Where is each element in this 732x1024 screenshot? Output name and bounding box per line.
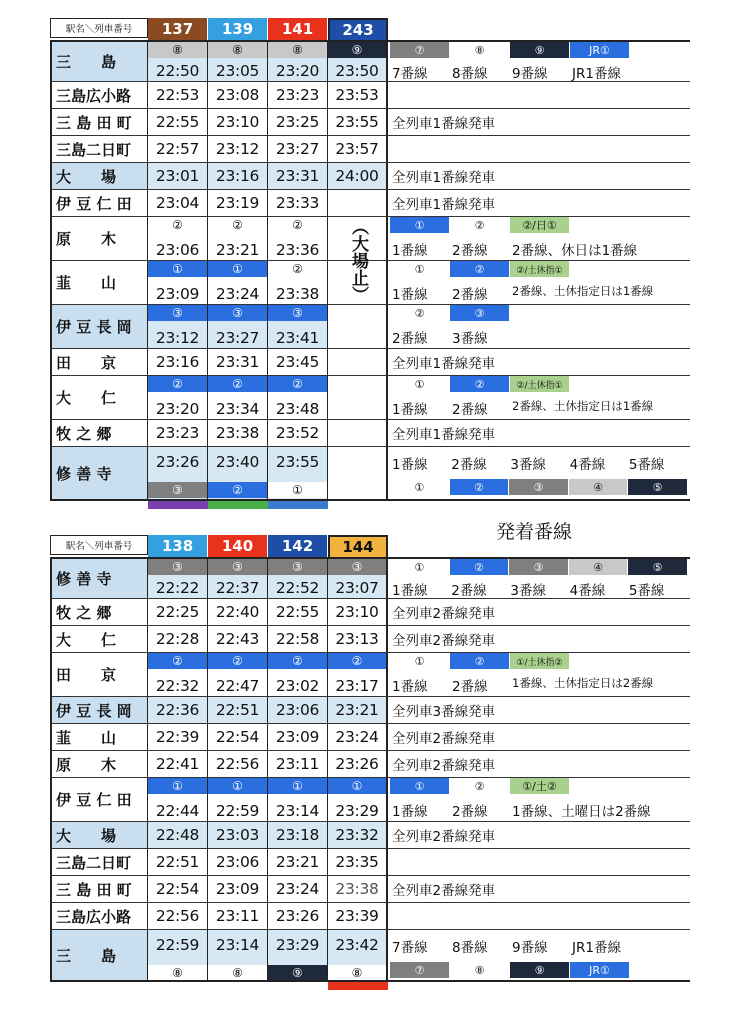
station-name: 修 善 寺 [50, 559, 148, 598]
train-number-141: 141 [268, 18, 328, 40]
platform-note: 全列車1番線発車 [392, 356, 496, 372]
platform-note: 全列車2番線発車 [392, 633, 496, 649]
station-row: 伊 豆 長 岡 ③ 23:12 ③ 23:27 ③ 23:41 ② ③ 2番線 3番線 [50, 305, 690, 349]
terminate-note: （大場止） [348, 218, 368, 303]
station-name: 三 島 田 町 [50, 109, 148, 135]
station-name: 大 場 [50, 822, 148, 848]
station-row: 牧 之 郷 22:25 22:40 22:55 23:10 全列車2番線発車 [50, 599, 690, 626]
station-name: 三島二日町 [50, 849, 148, 875]
station-row: 三島二日町 22:51 23:06 23:21 23:35 [50, 849, 690, 876]
station-name: 修 善 寺 [50, 447, 148, 499]
train-number-139: 139 [208, 18, 268, 40]
station-row: 伊 豆 長 岡 22:36 22:51 23:06 23:21 全列車3番線発車 [50, 697, 690, 724]
station-row: 三 島 田 町 22:54 23:09 23:24 23:38 全列車2番線発車 [50, 876, 690, 903]
platform-note: 全列車3番線発車 [392, 704, 496, 720]
platform-note: 7番線 8番線 9番線 JR1番線 ⑦ ⑧ ⑨ JR① [388, 930, 688, 980]
platform-note: ② ③ 2番線 3番線 [388, 305, 688, 348]
station-row: 韮 山 22:39 22:54 23:09 23:24 全列車2番線発車 [50, 724, 690, 751]
header-label: 駅名＼列車番号 [50, 535, 148, 555]
station-name: 伊 豆 長 岡 [50, 305, 148, 348]
station-name: 韮 山 [50, 724, 148, 750]
train-number-144: 144 [328, 535, 388, 557]
page-title: 発着番線 [496, 521, 573, 543]
station-name: 伊 豆 長 岡 [50, 697, 148, 723]
platform-note: ⑦ ⑧ ⑨ JR① 7番線 8番線 9番線 JR1番線 [388, 42, 688, 81]
station-name: 大 仁 [50, 376, 148, 419]
timetable-2 [50, 535, 690, 992]
station-name: 韮 山 [50, 261, 148, 304]
station-name: 三 島 [50, 930, 148, 980]
platform-note: 1番線 2番線 3番線 4番線 5番線 ① ② ③ ④ ⑤ [388, 447, 688, 499]
station-name: 三 島 田 町 [50, 876, 148, 902]
station-row: 大 場 22:48 23:03 23:18 23:32 全列車2番線発車 [50, 822, 690, 849]
train-number-243: 243 [328, 18, 388, 40]
platform-note: ① ② ②/土休指① 1番線 2番線 2番線、土休指定日は1番線 [392, 377, 654, 418]
platform-note: ① ② ①/土② 1番線 2番線 1番線、土曜日は2番線 [392, 779, 651, 820]
station-row: 大 仁 ② 23:20 ② 23:34 ② 23:48 ① ② ②/土休指① 1番線 2番線 2番線、土休指定日は1番線 [50, 376, 690, 420]
train-number-142: 142 [268, 535, 328, 557]
station-name: 田 京 [50, 653, 148, 696]
platform-note: 全列車2番線発車 [392, 758, 496, 774]
time-cell: ⑧ 23:20 [268, 42, 328, 81]
station-row: 三 島 22:59 ⑧ 23:14 ⑧ 23:29 ⑨ 23:42 ⑧ 7番線 8番線 9番線 JR1番線 ⑦ ⑧ ⑨ JR① [50, 930, 690, 982]
platform-note: ① ② ②/土休指① 1番線 2番線 2番線、土休指定日は1番線 [392, 262, 654, 303]
station-row: 修 善 寺 ③ 22:22 ③ 22:37 ③ 22:52 ③ 23:07 ① ② ③ ④ ⑤ 1番線 2番線 3番線 4番線 5番線 [50, 557, 690, 599]
station-name: 伊 豆 仁 田 [50, 778, 148, 821]
time-cell: ⑧ 23:05 [208, 42, 268, 81]
timetable-1 [50, 18, 690, 511]
platform-note: 全列車1番線発車 [392, 116, 496, 132]
station-row: 原 木 ② 23:06 ② 23:21 ② 23:36 ① ② ②/日① 1番線 2番線 2番線、休日は1番線 [50, 217, 690, 261]
platform-note: 全列車1番線発車 [392, 197, 496, 213]
platform-note: 全列車2番線発車 [392, 829, 496, 845]
station-row: 大 仁 22:28 22:43 22:58 23:13 全列車2番線発車 [50, 626, 690, 653]
header-row [50, 18, 690, 40]
station-name: 原 木 [50, 751, 148, 777]
station-row: 韮 山 ① 23:09 ① 23:24 ② 23:38 ① ② ②/土休指① 1番線 2番線 2番線、土休指定日は1番線 [50, 261, 690, 305]
station-name: 三島二日町 [50, 136, 148, 162]
time-cell: ⑨ 23:50 [328, 42, 388, 81]
station-row: 牧 之 郷 23:23 23:38 23:52 全列車1番線発車 [50, 420, 690, 447]
station-name: 原 木 [50, 217, 148, 260]
station-name: 三 島 [50, 42, 148, 81]
time-cell: ⑧ 22:50 [148, 42, 208, 81]
station-row: 田 京 23:16 23:31 23:45 全列車1番線発車 [50, 349, 690, 376]
train-number-138: 138 [148, 535, 208, 557]
station-row: 大 場 23:01 23:16 23:31 24:00 全列車1番線発車 [50, 163, 690, 190]
station-name: 田 京 [50, 349, 148, 375]
platform-note: 全列車2番線発車 [392, 883, 496, 899]
train-number-137: 137 [148, 18, 208, 40]
station-row: 伊 豆 仁 田 ① 22:44 ① 22:59 ① 23:14 ① 23:29 ① ② ①/土② 1番線 2番線 1番線、土曜日は2番線 [50, 778, 690, 822]
platform-note: ① ② ①/土休指② 1番線 2番線 1番線、土休指定日は2番線 [392, 654, 654, 695]
platform-note: 全列車1番線発車 [392, 170, 496, 186]
header-label: 駅名＼列車番号 [50, 18, 148, 38]
station-row: 三島二日町 22:57 23:12 23:27 23:57 [50, 136, 690, 163]
station-row [50, 40, 690, 82]
station-row: 伊 豆 仁 田 23:04 23:19 23:33 全列車1番線発車 [50, 190, 690, 217]
station-row: 三島広小路 22:56 23:11 23:26 23:39 [50, 903, 690, 930]
train-number-140: 140 [208, 535, 268, 557]
header-row [50, 535, 690, 557]
station-row: 三島広小路 22:53 23:08 23:23 23:53 [50, 82, 690, 109]
station-name: 三島広小路 [50, 82, 148, 108]
station-name: 大 仁 [50, 626, 148, 652]
platform-note: ① ② ③ ④ ⑤ 1番線 2番線 3番線 4番線 5番線 [388, 559, 688, 598]
platform-note: 全列車2番線発車 [392, 731, 496, 747]
station-name: 牧 之 郷 [50, 599, 148, 625]
platform-note: 全列車2番線発車 [392, 606, 496, 622]
station-row: 修 善 寺 23:26 ③ 23:40 ② 23:55 ① 1番線 2番線 3番線 4番線 5番線 ① ② ③ ④ ⑤ [50, 447, 690, 501]
station-name: 伊 豆 仁 田 [50, 190, 148, 216]
platform-note: 全列車1番線発車 [392, 427, 496, 443]
station-row: 田 京 ② 22:32 ② 22:47 ② 23:02 ② 23:17 ① ② ①/土休指② 1番線 2番線 1番線、土休指定日は2番線 [50, 653, 690, 697]
station-name: 牧 之 郷 [50, 420, 148, 446]
station-row: 三 島 田 町 22:55 23:10 23:25 23:55 全列車1番線発車 [50, 109, 690, 136]
station-name: 三島広小路 [50, 903, 148, 929]
station-row: 原 木 22:41 22:56 23:11 23:26 全列車2番線発車 [50, 751, 690, 778]
station-name: 大 場 [50, 163, 148, 189]
platform-note: ① ② ②/日① 1番線 2番線 2番線、休日は1番線 [392, 218, 638, 259]
